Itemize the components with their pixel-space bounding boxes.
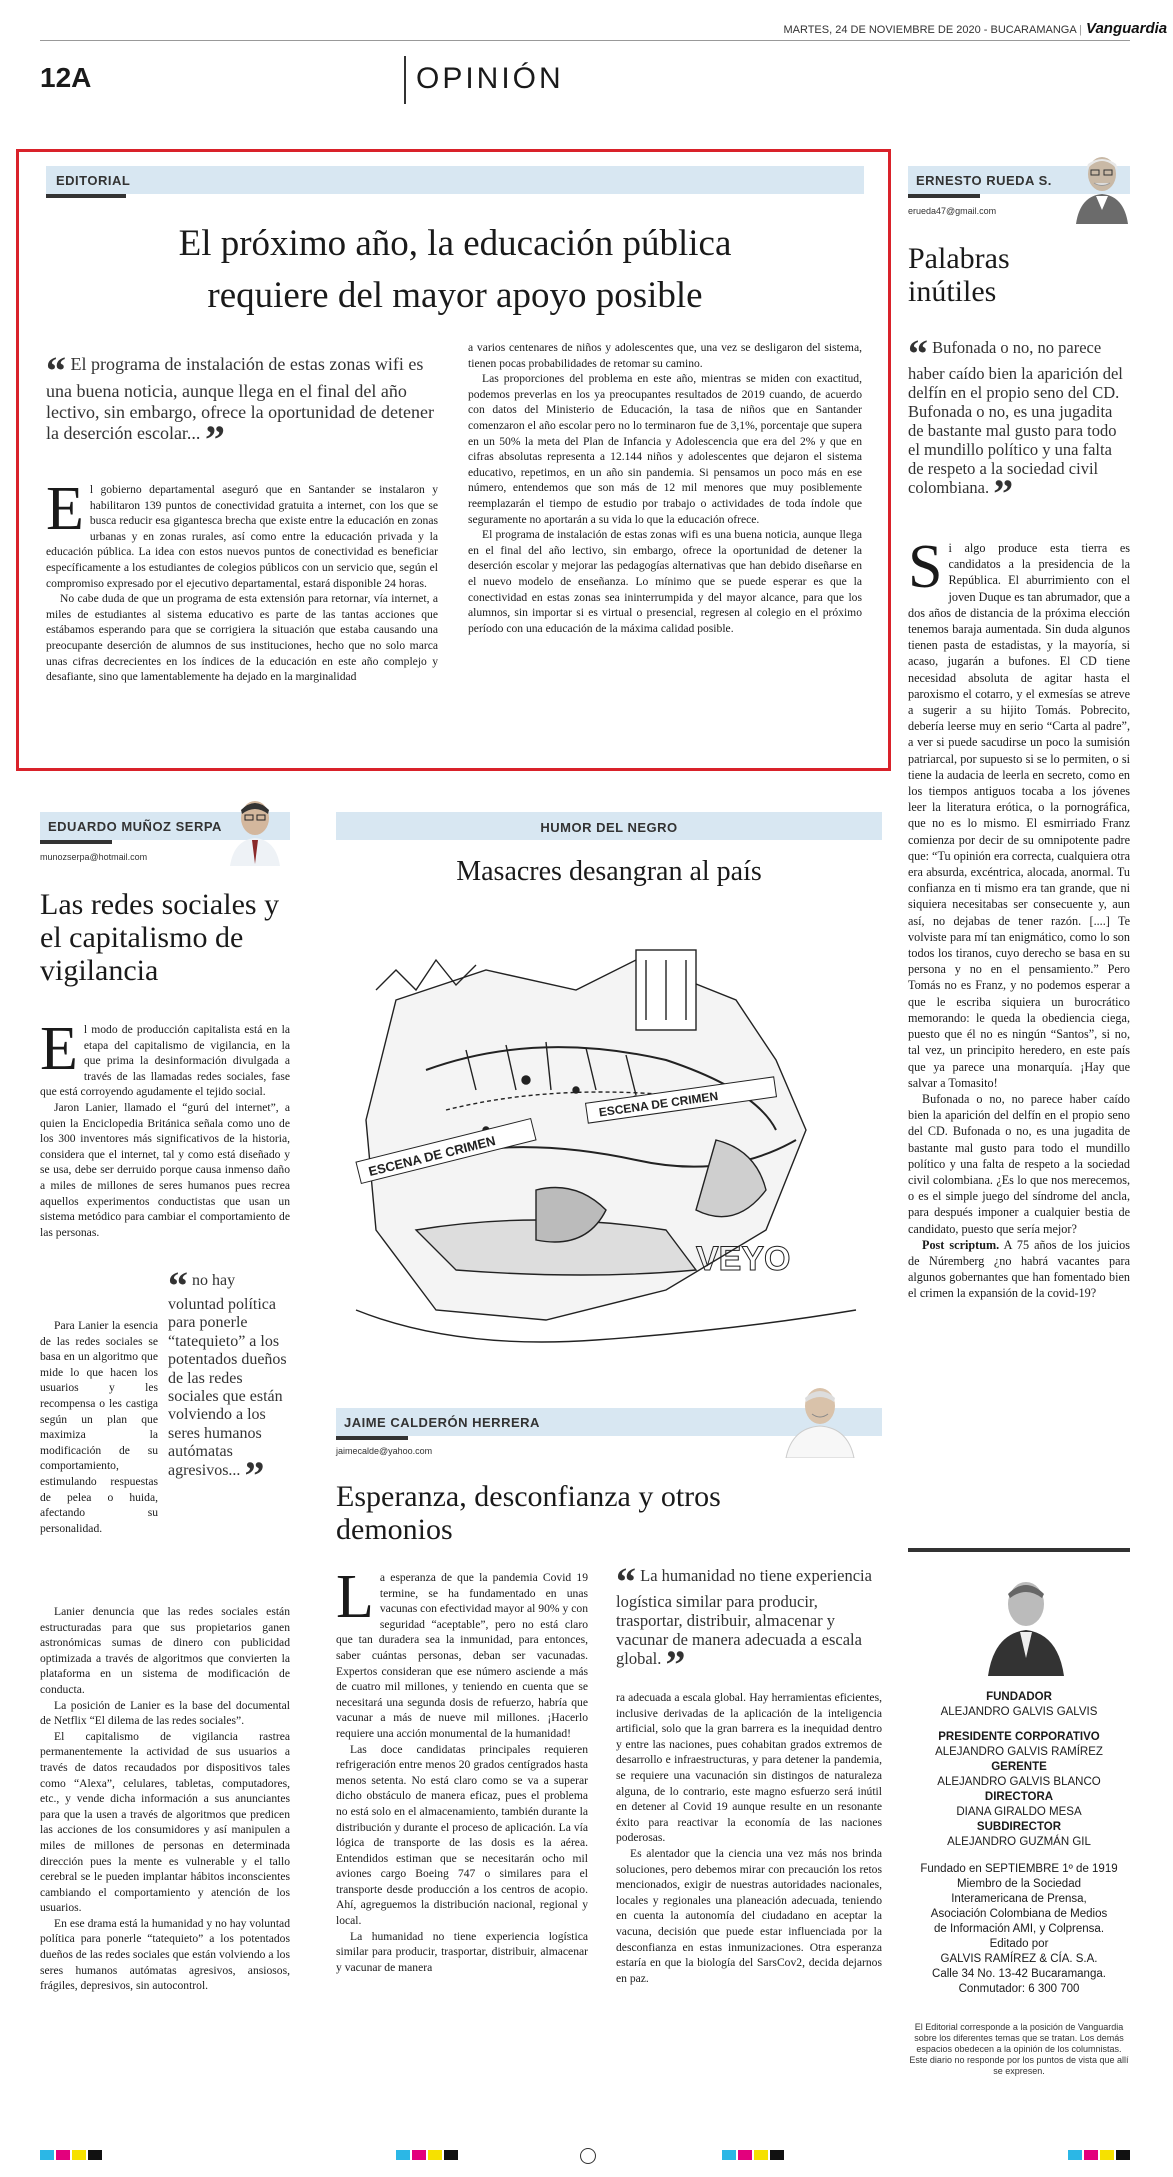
munoz-paragraph: l modo de producción capitalista está en la etapa del capitalismo de vigilancia, en la que prima la desinformación divulgada a través de las llamadas redes sociales, fase que está corroyendo agudamente el tejido social. (40, 1023, 290, 1099)
president-name: ALEJANDRO GALVIS RAMÍREZ (935, 1746, 1103, 1758)
editorial-pullquote (46, 348, 446, 462)
munoz-body-narrow (40, 1318, 158, 1536)
editorial-paragraph: a varios centenares de niños y adolescentes que, una vez se desligaron del sistema, tienen pocas probabilidades de retomar su camino. (468, 341, 862, 370)
rueda-author: ERNESTO RUEDA S. (916, 173, 1052, 188)
calderon-col2 (616, 1690, 882, 1986)
masthead (908, 1690, 1130, 1997)
director-label: DIRECTORA (984, 1791, 1054, 1803)
founder-photo (980, 1568, 1072, 1676)
color-mark-cyan (1068, 2150, 1082, 2160)
masthead-info-line: Editado por (989, 1938, 1049, 1950)
editorial-paragraph: No cabe duda de que un programa de esta extensión para retornar, vía internet, a miles de estudiantes al sistema educativo es parte de las tantas acciones que estábamos esperando para que se corrigiera la situación que estaba causando una preocupante deserción de alumnos de sus instituciones, hecho que no solo marca unas cifras decrecientes en los índices de la educación en este año complejo y desafiante, sino que lamentablemente ha dejado en la marginalidad (46, 592, 438, 684)
director-name: DIANA GIRALDO MESA (956, 1806, 1082, 1818)
color-mark-black (444, 2150, 458, 2160)
brand-logo: Vanguardia (1086, 20, 1168, 37)
open-quote-icon: “ (46, 348, 66, 393)
calderon-paragraph: La humanidad no tiene experiencia logística similar para producir, trasportar, distribuir, almacenar y vacunar de manera (336, 1929, 588, 1974)
open-quote-icon: “ (616, 1559, 636, 1604)
cartoon-illustration (336, 930, 882, 1390)
calderon-email: jaimecalde@yahoo.com (336, 1446, 433, 1456)
munoz-avatar (224, 794, 286, 866)
subdirector-name: ALEJANDRO GUZMÁN GIL (947, 1836, 1091, 1848)
munoz-email: munozserpa@hotmail.com (40, 852, 148, 862)
rueda-paragraph: i algo produce esta tierra es candidatos a la presidencia de la República. El aburrimiento con el joven Duque es tan abrumador, que a dos años de distancia de la próxima elección tenemos baraja aumentada. Sin duda algunos tienen pasta de estadistas, y la mayoría, si acaso, jugarán a bufones. El CD tiene necesidad absoluta de agitar hasta el paroxismo el cotarro, y el exmesías se atreve a sugerir a su hijito Tomás. Pobrecito, debería leerse muy en serio “Carta al padre”, a ver si puede sacudirse un poco la sumisión patriarcal, por supuesto si se lo permiten, o si tiene la audacia de leerla en secreto, como en los tiempos antiguos tocaba a los jóvenes leer la literatura erótica, o la pornográfica, que no es lo mismo. El esmirriado Franz comienza por decir de su omnipotente padre que: “Tu opinión era correcta, cualquiera otra era absurda, excéntrica, alocada, anormal. Tu confianza en ti mismo era tan grande, que ni siquiera necesitabas ser consecuente y, aun así, no dejabas de tener razón. [....] Te volviste para mí tan enigmático, como lo son todos los tiranos, cuyo derecho se basa en su persona y no en el pensamiento.” Pero Tomás no es Franz, y no podemos esperar a que le escriba siquiera un burocrático memorando: le queda la obediencia ciega, puesto que él no es ningún “Santos”, si no, tal vez, un principito heredero, en este país que ya parece una monarquía. ¡Hay que salvar a Tomasito! (908, 541, 1130, 1090)
editorial-paragraph: El programa de instalación de estas zonas wifi es una buena noticia, aunque llega en el final del año lectivo, sin embargo, ofrece la oportunidad de detener la deserción escolar y mejorar las pedagogías alternativas que han debido diseñarse en el nuevo modelo de enseñanza. Lo mínimo que se puede esperar es que la conectividad en estas zonas sea ininterrumpida y del mayor alcance, para que los alumnos, sin importar si es virtual o presencial, regresen al colegio en el próximo período con una educación de la máxima calidad posible. (468, 528, 862, 635)
calderon-dropcap: L (336, 1563, 374, 1631)
munoz-tag-underline (40, 840, 112, 844)
editorial-tag (46, 166, 864, 194)
color-mark-yellow (428, 2150, 442, 2160)
calderon-paragraph: Es alentador que la ciencia una vez más nos brinda soluciones, pero debemos mirar con precaución los retos mencionados, exigir de nuestras autoridades nacionales, locales y regionales una planeación adecuada, teniendo en cuenta la autonomía del ciudadano en aceptar la vacuna, decisión que puede estar influenciada por la desconfianza en estas inmunizaciones. Otra esperanza estaría en que la biología del SarsCov2, decida dejarnos en paz. (616, 1846, 882, 1985)
close-quote-icon: ” (244, 1452, 265, 1498)
date-line: MARTES, 24 DE NOVIEMBRE DE 2020 - BUCARAMANGA | (783, 24, 1082, 36)
founder-name: ALEJANDRO GALVIS GALVIS (940, 1706, 1098, 1718)
editorial-col2 (468, 340, 862, 636)
manager-label: GERENTE (991, 1761, 1047, 1773)
calderon-col1 (336, 1563, 588, 1975)
calderon-author: JAIME CALDERÓN HERRERA (344, 1415, 540, 1430)
munoz-dropcap: E (40, 1015, 78, 1083)
calderon-paragraph: Las doce candidatas principales requieren refrigeración entre menos 20 grados centígrados hasta menos setenta. No está claro como se va a superar dicho obstáculo de manera eficaz, pues el problema no está solo en el almacenamiento, también durante la distribución y durante el proceso de aplicación. La vía lógica de transporte de las dosis es la aérea. Entendidos estiman que se necesitarán ocho mil aviones cargo Boeing 747 o similares para el transporte desde producción a los centros de acopio. Ahí, agreguemos la distribución nacional, regional y local. (336, 1742, 588, 1928)
date-text: MARTES, 24 DE NOVIEMBRE DE 2020 - BUCARAMANGA (783, 24, 1077, 36)
open-quote-icon: “ (908, 331, 928, 376)
calderon-paragraph: ra adecuada a escala global. Hay herramientas eficientes, inclusive derivadas de la aplicación de la inteligencia artificial, solo que la gran barrera es la inequidad dentro y entre las naciones, pues cohabitan grados extremos de desarrollo e infraestructuras, y para detener la pandemia, se requiere una vacunación sin distingos de naturaleza alguna, de lo contrario, este magno esfuerzo será inútil en detener al Covid 19 aunque resulte en un resonante éxito para reactivar la economía de las naciones poderosas. (616, 1691, 882, 1845)
munoz-pullquote (168, 1263, 290, 1498)
masthead-info-line: Fundado en SEPTIEMBRE 1º de 1919 (920, 1863, 1118, 1875)
color-mark-black (1116, 2150, 1130, 2160)
calderon-pullquote-text: La humanidad no tiene experiencia logística similar para producir, trasportar, distribuir, almacenar y vacunar de manera adecuada a escala global. (616, 1566, 872, 1668)
calderon-avatar (780, 1380, 860, 1458)
rueda-avatar (1072, 150, 1130, 224)
editorial-paragraph: l gobierno departamental aseguró que en Santander se instalaron y habilitaron 139 puntos de conectividad gratuita a internet, con los que se busca reducir esa gigantesca brecha que existe entre la educación en zonas urbanas y en zonas rurales, así como entre la educación privada y la educación pública. La idea con estos nuevos puntos de conectividad es beneficiar específicamente a los estudiantes de colegios públicos con un servicio que, según el compromiso expresado por el ejecutivo departamental, estará disponible 24 horas. (46, 483, 438, 590)
rueda-pullquote-text: Bufonada o no, no parece haber caído bien la aparición del delfín en el propio seno del CD. Bufonada o no, es una jugadita de bastante mal gusto para todo el mundillo político y una falta de respeto a la sociedad civil colombiana. (908, 338, 1123, 497)
masthead-info-line: GALVIS RAMÍREZ & CÍA. S.A. (940, 1953, 1098, 1965)
close-quote-icon: ” (993, 471, 1014, 516)
rueda-dropcap: S (908, 533, 943, 601)
munoz-paragraph: El capitalismo de vigilancia rastrea permanentemente la actividad de sus usuarios a través de datos recaudados por dispositivos tales como “Alexa”, celulares, tabletas, computadores, etc., y vende dicha información a sus anunciantes para que la usen a través de algoritmos que predicen las acciones de los consumidores y así manipulen a miles de millones de personas en determinada dirección pues la mente es vulnerable y el tallo cerebral se le pueden implantar hábitos inconscientes cambiando el comportamiento y atención de los usuarios. (40, 1729, 290, 1915)
color-mark-yellow (72, 2150, 86, 2160)
masthead-disclaimer: El Editorial corresponde a la posición de Vanguardia sobre los diferentes temas que se tratan. Los demás espacios obedecen a la opinión de los columnistas. Este diario no responde por los puntos de vista que allí se expresen. (909, 2022, 1129, 2076)
rueda-email: erueda47@gmail.com (908, 206, 997, 216)
editorial-tag-underline (46, 194, 126, 198)
editorial-dropcap: E (46, 475, 84, 543)
munoz-paragraph: Jaron Lanier, llamado el “gurú del internet”, a quien la Enciclopedia Británica señala como uno de los 300 inventores más significativos de la historia, considera que el internet, tal y como está diseñado y se usa, debe ser derruido porque causa inmenso daño a miles de millones de seres humanos pues recrea aquellos experimentos conductistas que usan un sistema metódico para cambiar el comportamiento de las personas. (40, 1101, 290, 1239)
rueda-title: Palabras inútiles (908, 242, 1010, 308)
color-mark-cyan (722, 2150, 736, 2160)
president-label: PRESIDENTE CORPORATIVO (938, 1731, 1100, 1743)
humor-tag (336, 812, 882, 840)
munoz-title: Las redes sociales y el capitalismo de vigilancia (40, 888, 280, 987)
editorial-title: El próximo año, la educación pública requiere del mayor apoyo posible (178, 223, 732, 316)
registration-target-icon (580, 2148, 596, 2164)
calderon-tag-underline (336, 1436, 408, 1440)
cartoon-signature: VEYO (696, 1240, 791, 1278)
masthead-info-line: Asociación Colombiana de Medios (930, 1908, 1108, 1920)
rueda-tag-underline (908, 194, 980, 198)
header-top-rule (40, 40, 1130, 41)
founder-label: FUNDADOR (986, 1691, 1052, 1703)
masthead-info-line: Miembro de la Sociedad (956, 1878, 1081, 1890)
color-mark-magenta (56, 2150, 70, 2160)
masthead-top-rule (908, 1548, 1130, 1552)
munoz-body-bottom (40, 1604, 290, 1994)
munoz-author: EDUARDO MUÑOZ SERPA (48, 819, 222, 834)
calderon-title: Esperanza, desconfianza y otros demonios (336, 1480, 721, 1546)
rueda-pullquote (908, 331, 1130, 516)
masthead-info-line: Calle 34 No. 13-42 Bucaramanga. (932, 1968, 1106, 1980)
color-mark-magenta (412, 2150, 426, 2160)
crime-scene-tape-text: ESCENA DE CRIMEN (366, 1133, 497, 1180)
munoz-body-mid (40, 1100, 290, 1240)
open-quote-icon: “ (168, 1263, 188, 1308)
munoz-paragraph: Para Lanier la esencia de las redes sociales se basa en un algoritmo que mide lo que hacen los usuarios y les recompensa o les castiga según un plan que maximiza la modificación de su comportamiento, estimulando respuestas de pelea o huida, afectando su personalidad. (40, 1319, 158, 1535)
editorial-paragraph: Las proporciones del problema en este año, mientras se miden con exactitud, podemos preverlas en los ya preocupantes resultados de 2019 cuando, de acuerdo con datos del Ministerio de Educación, la tasa de niños que en Santander comenzaron el año escolar pero no lo terminaron fue de 3,1%, porcentaje que supera en un 50% la meta del Plan de Infancia y Adolescencia que era del 2% y que en cifras absolutas representa a 12.144 niños y adolescentes que dejaron el sistema educativo, repetimos, en un año sin pandemia. Si pensamos un poco más en ese número, entendemos que son más de 12 mil menores que muy posiblemente reemplazarán el tiempo de estudio por trabajo o actividades de toda índole que seguramente no aportarán a su vida lo que la educación ofrece. (468, 372, 862, 526)
editorial-pullquote-text: El programa de instalación de estas zonas wifi es una buena noticia, aunque llega en el final del año lectivo, sin embargo, ofrece la oportunidad de detener la deserción escolar... (46, 354, 435, 443)
munoz-paragraph: En ese drama está la humanidad y no hay voluntad política para ponerle “tatequieto” a los potentados dueños de las redes sociales que están volviendo a los seres humanos autómatas agresivos, ansiosos, frágiles, depresivos, sin autocontrol. (40, 1916, 290, 1993)
section-title: OPINIÓN (416, 62, 564, 95)
close-quote-icon: ” (204, 417, 225, 462)
color-mark-magenta (738, 2150, 752, 2160)
munoz-paragraph: La posición de Lanier es la base del documental de Netflix “El dilema de las redes sociales”. (40, 1698, 290, 1728)
section-divider (404, 56, 406, 104)
close-quote-icon: ” (665, 1642, 686, 1687)
manager-name: ALEJANDRO GALVIS BLANCO (937, 1776, 1101, 1788)
crime-scene-tape-text-2: ESCENA DE CRIMEN (597, 1088, 719, 1120)
editorial-tag-label: EDITORIAL (56, 173, 131, 188)
munoz-paragraph: Lanier denuncia que las redes sociales están estructuradas para que sus propietarios ganen astronómicas sumas de dinero con publicidad optimizada a través de algoritmos que convierten la plataforma en un sistema de modificación de conducta. (40, 1605, 290, 1696)
munoz-body-top (40, 1015, 290, 1100)
calderon-pullquote (616, 1559, 882, 1687)
color-mark-yellow (754, 2150, 768, 2160)
color-mark-cyan (396, 2150, 410, 2160)
rueda-paragraph: Bufonada o no, no parece haber caído bien la aparición del delfín en el propio seno del CD. Bufonada o no, es una jugadita de bastante mal gusto para todo el mundillo político y una falta de respeto a la sociedad civil colombiana. ¿Es lo que nos merecemos, o es el simple juego del síndrome del ancla, para después imponer a cualquier bestia de candidato, puesto que sería mejor? (908, 1091, 1130, 1236)
post-scriptum-label: Post scriptum. (922, 1237, 1000, 1252)
color-mark-cyan (40, 2150, 54, 2160)
color-mark-magenta (1084, 2150, 1098, 2160)
rueda-paragraph (908, 1237, 1130, 1302)
masthead-info-line: Interamericana de Prensa, (951, 1893, 1087, 1905)
post-scriptum-text: A 75 años de los juicios de Núremberg ¿no habrá vacantes para algunos gobernantes que han fomentado bien el crimen la expansión de la covid-19? (908, 1237, 1130, 1301)
editorial-col1 (46, 475, 438, 685)
color-mark-black (88, 2150, 102, 2160)
color-mark-yellow (1100, 2150, 1114, 2160)
rueda-body (908, 533, 1130, 1302)
color-mark-black (770, 2150, 784, 2160)
humor-title: Masacres desangran al país (456, 856, 762, 887)
humor-tag-label: HUMOR DEL NEGRO (540, 820, 678, 835)
subdirector-label: SUBDIRECTOR (976, 1821, 1062, 1833)
registration-bar (0, 2146, 1173, 2166)
calderon-paragraph: a esperanza de que la pandemia Covid 19 termine, se ha fundamentado en unas vacunas con efectividad mayor al 90% y con seguridad “aceptable”, pero no está claro que tan duradera sea la inmunidad, para entonces, saber cuántas personas, deban ser vacunadas. Expertos consideran que ese número asciende a más de cuatro mil millones, y teniendo en cuenta que se necesitará una segunda dosis de refuerzo, habría que vacunar a más de nueve mil millones. ¡Hacerlo requiere una acción monumental de la humanidad! (336, 1571, 588, 1740)
munoz-pullquote-text: no hay voluntad política para ponerle “tatequieto” a los potentados dueños de las redes sociales que están volviendo a los seres humanos autómatas agresivos... (168, 1272, 287, 1479)
masthead-info-line: de Información AMI, y Colprensa. (933, 1923, 1105, 1935)
masthead-info-line: Conmutador: 6 300 700 (958, 1983, 1080, 1995)
page-number: 12A (40, 62, 92, 93)
